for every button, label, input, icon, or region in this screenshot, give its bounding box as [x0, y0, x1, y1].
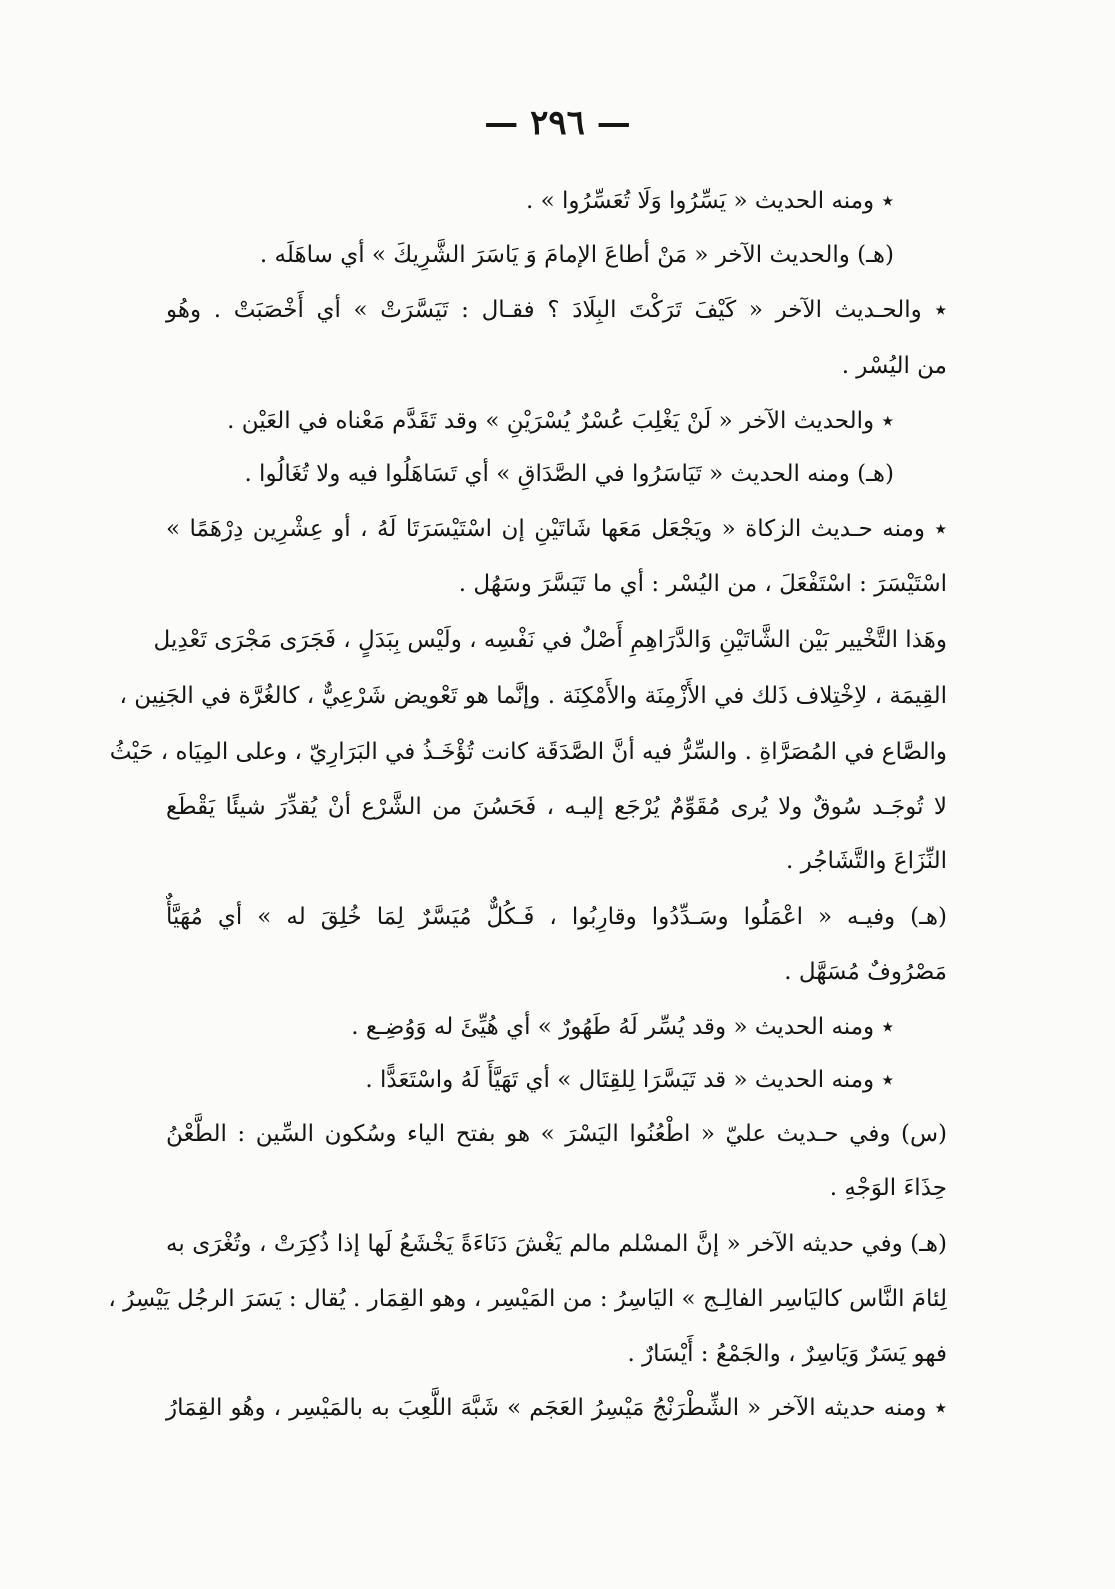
text-line: ٭ ومنه الحديث « قد تَيَسَّرَا لِلقِتَال » أي تَهَيَّأَ لَهُ واسْتَعَدًّا .: [365, 1067, 894, 1093]
text-line: ٭ ومنه الحديث « يَسِّرُوا وَلَا تُعَسِّرُوا » .: [525, 188, 894, 214]
text-line: ٭ والحديث الآخر « لَنْ يَغْلِبَ عُسْرٌ يُسْرَيْنِ » وقد تَقَدَّم مَعْناه في العَيْن .: [227, 408, 894, 434]
page-number: — ٢٩٦ —: [484, 103, 631, 143]
text-line: ٭ ومنه حـديث الزكاة « ويَجْعَل مَعَها شَاتَيْنِ إن اسْتَيْسَرَتَا لَهُ ، أو عِشْرِين دِرْهَمًا »: [166, 516, 947, 542]
text-line: القِيمَة ، لاِخْتِلاف ذَلك في الأَزْمِنَة والأَمْكِنَة . وإنَّما هو تَعْويض شَرْعِيٌّ ، كالغُرَّة في الجَنِين ،: [119, 683, 947, 709]
text-line: ٭ والحـديث الآخر « كَيْفَ تَرَكْتَ البِلَادَ ؟ فقـال : تَيَسَّرَتْ » أي أَخْصَبَتْ . وهُو: [166, 297, 947, 323]
text-line: (هـ) وفي حديثه الآخر « إنَّ المسْلم مالم يَغْشَ دَنَاءَةً يَخْشَعُ لَها إذا ذُكِرَتْ ، وتُغْرَى به: [166, 1231, 947, 1257]
text-line: ٭ ومنه الحديث « وقد يُسِّر لَهُ طَهُورٌ » أي هُيِّئَ له وَوُضِـع .: [351, 1014, 894, 1040]
text-line: اسْتَيْسَرَ : اسْتَفْعَلَ ، من اليُسْر : أي ما تَيَسَّرَ وسَهُل .: [458, 571, 947, 597]
text-line: ٭ ومنه حديثه الآخر « الشِّطْرَنْجُ مَيْسِرُ العَجَم » شَبَّهَ اللَّعِبَ به بالمَيْسِر ، وهُو القِمَارُ: [166, 1395, 947, 1421]
text-line: والصَّاع في المُصَرَّاةِ . والسِّرُّ فيه أنَّ الصَّدَقَة كانت تُؤْخَـذُ في البَرَارِيّ ، وعلى المِيَاه ، حَيْثُ: [109, 739, 947, 765]
text-line: (س) وفي حـديث عليّ « اطْعُنُوا اليَسْرَ » هو بفتح الياء وسُكون السِّين : الطَّعْنُ: [166, 1121, 947, 1147]
text-line: (هـ) والحديث الآخر « مَنْ أطاعَ الإمامَ وَ يَاسَرَ الشَّرِيكَ » أي ساهَلَه .: [259, 242, 894, 268]
text-line: (هـ) وفيـه « اعْمَلُوا وسَـدِّدُوا وقارِبُوا ، فَـكُلٌّ مُيَسَّرٌ لِمَا خُلِقَ له » أي مُهَيَّأٌ: [166, 904, 947, 930]
text-line: فهو يَسَرٌ وَيَاسِرٌ ، والجَمْعُ : أَيْسَارٌ .: [627, 1341, 947, 1367]
text-line: مَصْرُوفٌ مُسَهَّل .: [784, 959, 947, 985]
text-line: من اليُسْر .: [841, 353, 947, 379]
text-line: وهَذا التَّخْيير بَيْن الشَّاتَيْنِ وَالدَّرَاهِمِ أَصْلٌ في نَفْسِه ، ولَيْس بِبَدَلٍ ، فَجَرَى مَجْرَى تَعْدِيل: [153, 627, 947, 653]
text-line: حِذَاءَ الوَجْهِ .: [829, 1175, 947, 1201]
text-line: النِّزَاعَ والتَّشَاجُر .: [786, 848, 947, 874]
text-line: لِئامَ النَّاس كاليَاسِر الفالِـج » اليَاسِرُ : من المَيْسِر ، وهو القِمَار . يُقال : يَسَرَ الرجُل يَيْسِرُ ،: [108, 1286, 947, 1312]
text-line: (هـ) ومنه الحديث « تَيَاسَرُوا في الصَّدَاقِ » أي تَسَاهَلُوا فيه ولا تُغَالُوا .: [244, 461, 894, 487]
text-line: لا تُوجَـد سُوقٌ ولا يُرى مُقَوِّمٌ يُرْجَع إليـه ، فَحَسُنَ من الشَّرْع أنْ يُقدِّرَ شيئًا يَقْطَع: [166, 794, 947, 820]
